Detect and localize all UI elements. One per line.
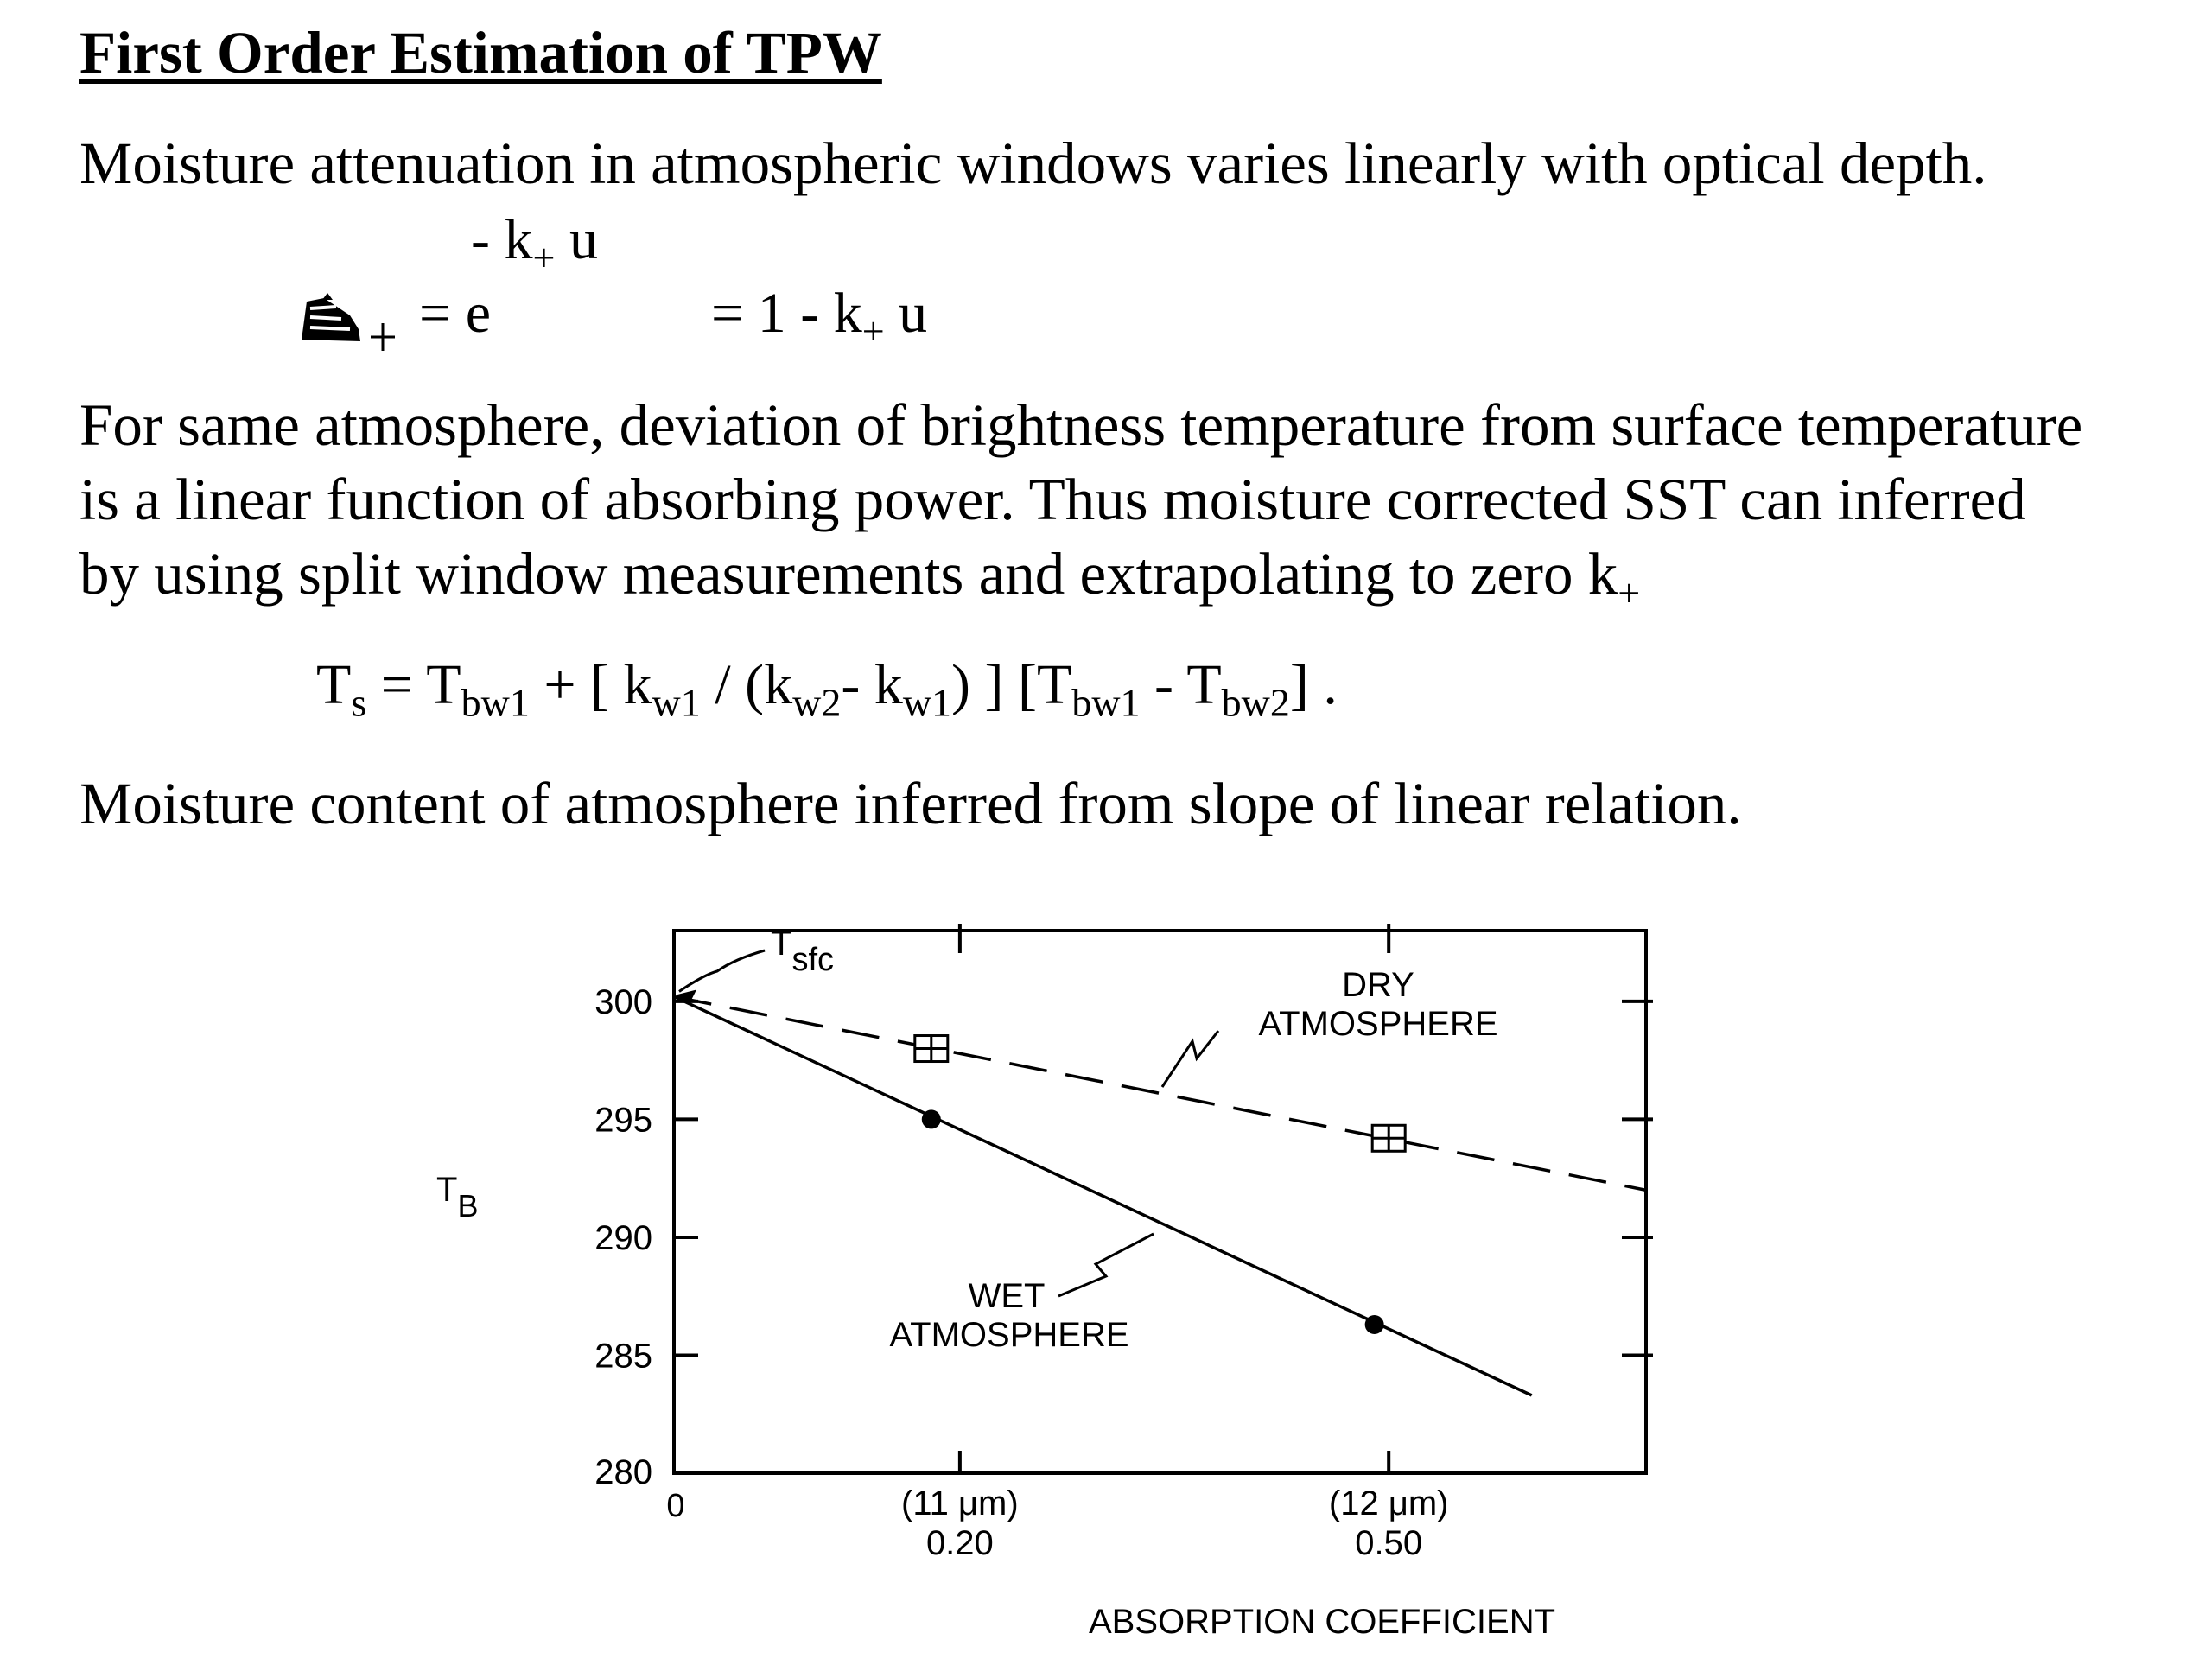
wet-label-line2: ATMOSPHERE (889, 1316, 1129, 1354)
data-point-dot (922, 1109, 941, 1128)
equation-lhs: = e (419, 282, 492, 345)
lambda-subscript-rhs: + (861, 308, 885, 353)
paragraph-moisture-content: Moisture content of atmosphere inferred from slope of linear relation. (79, 771, 1742, 836)
tb-vs-absorption-chart (0, 864, 2212, 1659)
lambda-subscript-p2: + (1618, 570, 1641, 615)
equation-rhs: = $1 - k_+$ u (711, 282, 928, 353)
y-tick-label: 280 (594, 1453, 652, 1491)
paragraph-deviation-line3: by using split window measurements and extrapolating to zero $k_+$ (79, 541, 1641, 615)
dry-label-line2: ATMOSPHERE (1258, 1005, 1498, 1043)
y-tick-label: 290 (594, 1218, 652, 1257)
lambda-subscript: + (532, 235, 556, 280)
x-origin-label: 0 (666, 1488, 685, 1524)
tsfc-arrow-line (679, 950, 765, 991)
y-tick-label: 300 (594, 982, 652, 1021)
series-line-dry-atmosphere (674, 996, 1646, 1190)
chart-series (674, 996, 1646, 1395)
plot-frame (674, 931, 1646, 1473)
x-tick-label: 0.20 (925, 1524, 994, 1562)
paragraph-deviation-line2: is a linear function of absorbing power. Thus moisture corrected SST can inferred (79, 467, 2026, 532)
chart-ticks (674, 924, 1653, 1473)
x-tick-channel-label: (11 μm) (901, 1484, 1019, 1522)
y-tick-label: 285 (594, 1337, 652, 1376)
wet-label-line1: WET (968, 1277, 1046, 1315)
equation-split-window: $T_s = T_{bw1}$ + [ $k_{w1} / (k_{w2}-$ $k_{w1}$) ] $[T_{bw1} - T_{bw2}]$ . (316, 653, 1338, 725)
paragraph-attenuation: Moisture attenuation in atmospheric windows varies linearly with optical depth. (79, 130, 1987, 196)
lambda-subscript-icon (367, 321, 398, 353)
dry-label-line1: DRY (1342, 966, 1414, 1004)
data-point-dot (1365, 1315, 1384, 1334)
equation-exponent: - $k_+$ u (471, 208, 598, 280)
x-tick-label: 0.50 (1355, 1524, 1423, 1562)
x-axis-label: ABSORPTION COEFFICIENT (1088, 1603, 1556, 1641)
y-axis-label-sub: B (457, 1188, 479, 1224)
tau-lambda-symbol-icon (298, 289, 367, 350)
page-title: First Order Estimation of TPW (79, 20, 882, 86)
y-axis-label: TB (436, 1171, 479, 1224)
y-tick-label: 295 (594, 1101, 652, 1140)
x-tick-channel-label: (12 μm) (1328, 1484, 1449, 1522)
wet-leader-line (1058, 1234, 1154, 1296)
chart-frame (674, 931, 1646, 1473)
paragraph-deviation-line1: For same atmosphere, deviation of brightness temperature from surface temperature (79, 392, 2083, 458)
tsfc-annotation-sub: sfc (791, 942, 834, 978)
dry-leader-line (1162, 1031, 1218, 1087)
tsfc-annotation: Tsfc (771, 925, 834, 978)
chart-labels (436, 925, 1555, 1641)
